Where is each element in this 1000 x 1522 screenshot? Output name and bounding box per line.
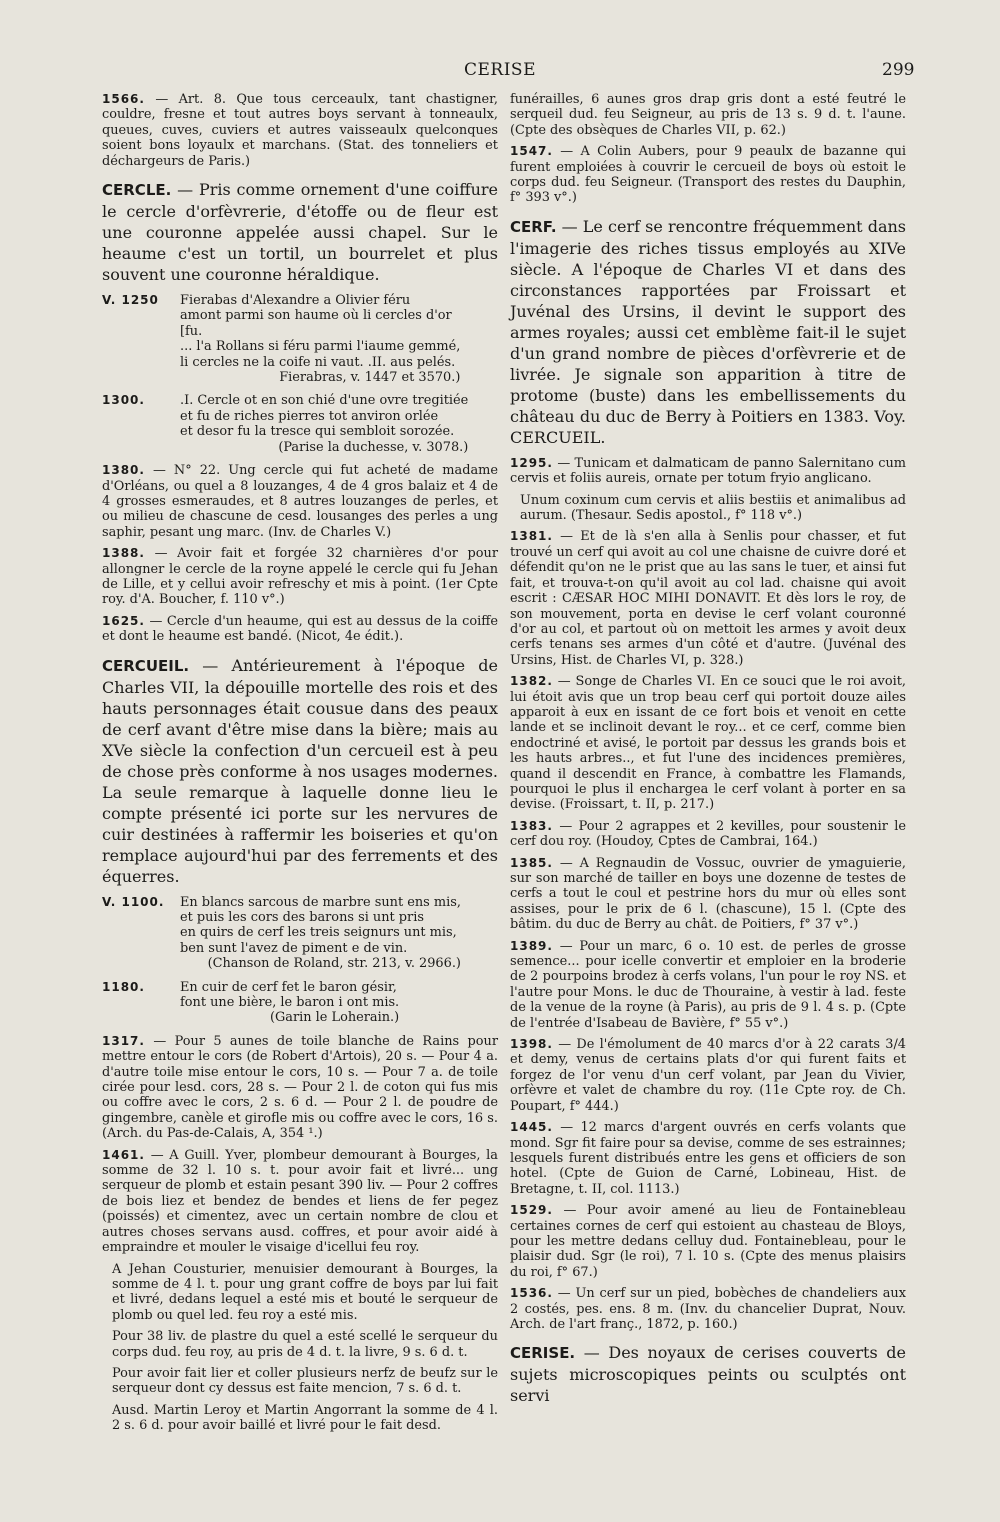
entry-1461-continued: Pour 38 liv. de plastre du quel a esté scellé le serqueur du corps dud. feu roy, au pris de 4 d. t. la livre, 9 s. 6 d. t. [112, 1329, 498, 1360]
verse-body [180, 293, 460, 385]
headword: CERF. [510, 217, 557, 236]
entry-year: 1317. [102, 1033, 145, 1048]
entry-1388 [102, 546, 498, 608]
entry-year: 1388. [102, 546, 145, 561]
headword-text: — Des noyaux de cerises couverts de sujets microscopiques peints ou sculptés ont servi [510, 1343, 906, 1406]
entry-year: 1461. [102, 1147, 145, 1162]
entry-text: — A Guill. Yver, plombeur demourant à Bourges, la somme de 32 l. 10 s. t. pour avoir fait et livré... ung serqueur de plomb et estain pesant 390 liv. — Pour 2 coffres de bois liez et bendez de bendes et liens de fer pegez (poissés) et cimentez, avec un certain nombre de clou et autres choses servans ausd. coffres, et pour avoir aidé à empraindre et mouler le visaige d'icellui feu roy. [102, 1147, 498, 1256]
entry-1317 [102, 1034, 498, 1142]
right-column [510, 92, 906, 1414]
entry-1461-continued: Ausd. Martin Leroy et Martin Angorrant la somme de 4 l. 2 s. 6 d. pour avoir baillé et livré pour le fait desd. [112, 1402, 498, 1434]
entry-text: — Cercle d'un heaume, qui est au dessus de la coiffe et dont le heaume est bandé. (Nicot, 4e édit.). [102, 613, 498, 645]
verse-label: V. 1250 [102, 293, 159, 308]
verse-citation: (Parise la duchesse, v. 3078.) [278, 439, 469, 455]
entry-year: 1536. [510, 1286, 553, 1301]
running-head: CERISE [464, 60, 536, 80]
verse-1100 [102, 895, 498, 972]
entry-year: 1547. [510, 144, 553, 159]
entry-year: 1389. [510, 938, 553, 953]
page-number: 299 [882, 60, 915, 80]
entry-text: — Pour 2 agrappes et 2 kevilles, pour soustenir le cerf dou roy. (Houdoy, Cptes de Cambrai, 164.) [510, 818, 906, 850]
entry-text: — Pour avoir amené au lieu de Fontainebleau certaines cornes de cerf qui estoient au chasteau de Bloys, pour les mettre dedans celluy dud. Fontainebleau, pour le plaisir dud. Sgr (le roi), 7 l. 10 s. (Cpte des menus plaisirs du roi, f° 67.) [510, 1203, 906, 1280]
headword-cercle [102, 179, 498, 285]
verse-text: En blancs sarcous de marbre sunt ens mis, et puis les cors des barons si unt pris en quirs de cerf les treis seignurs unt mis, ben sunt l'avez de piment e de vin. [180, 894, 461, 956]
entry-1385 [510, 856, 906, 933]
entry-year: 1398. [510, 1037, 553, 1052]
entry-1461-continued: Pour avoir fait lier et coller plusieurs nerfz de beufz sur le serqueur dont cy dessus est faite mencion, 7 s. 6 d. t. [112, 1365, 498, 1397]
entry-1461 [102, 1148, 498, 1256]
entry-text: — Songe de Charles VI. En ce souci que le roi avoit, lui étoit avis que un trop beau cerf qui portoit douze ailes apparoit à eux en issant de ce fort bois et venoit en cette lande et se inclinoit devant le roy... et ce cerf, comme bien endoctriné et avisé, le portoit par dessus les grands bois et les hauts arbres.., et fut l'une des incidences premières, quand il descendit en France, à combattre les Flamands, pourquoi le plus il enchargea le cerf volant à porter en sa devise. (Froissart, t. II, p. 217.) [510, 674, 906, 813]
entry-year: 1625. [102, 613, 145, 628]
entry-1566 [102, 92, 498, 169]
entry-year: 1295. [510, 455, 553, 470]
entry-1383 [510, 819, 906, 850]
entry-year: 1382. [510, 674, 553, 689]
entry-year: 1383. [510, 818, 553, 833]
entry-year: 1380. [102, 463, 145, 478]
entry-1536 [510, 1286, 906, 1332]
entry-1461-continued: A Jehan Cousturier, menuisier demourant à Bourges, la somme de 4 l. t. pour ung grant coffre de boys par lui fait et livré, dedans lequel a esté mis et bouté le serqueur de plomb ou quel led. feu roy a esté mis. [112, 1261, 498, 1323]
entry-text: — Pour un marc, 6 o. 10 est. de perles de grosse semence... pour icelle convertir et emploier en la broderie de 2 pourpoins brodez à cerfs volans, l'un pour le roy NS. et l'autre pour Mons. le duc de Thouraine, à vestir à lad. feste de la venue de la royne (à Paris), au pris de 9 l. 4 s. p. (Cpte de l'entrée d'Isabeau de Bavière, f° 55 v°.) [510, 938, 906, 1031]
entry-year: 1381. [510, 529, 553, 544]
entry-text: — 12 marcs d'argent ouvrés en cerfs volants que mond. Sgr fit faire pour sa devise, comme de ses estrainnes; lesquels furent distribués entre les gens et officiers de son hotel. (Cpte de Guion de Carné, Lobineau, Hist. de Bretagne, t. II, col. 1113.) [510, 1120, 906, 1197]
verse-body [180, 980, 399, 1026]
entry-text: — Art. 8. Que tous cerceaulx, tant chastigner, couldre, fresne et tout autres boys servant à tonneaulx, queues, cuves, cuviers et autres vaisseaulx quelconques soient bons loyaulx et marchans. (Stat. des tonneliers et déchargeurs de Paris.) [102, 92, 498, 169]
verse-citation: (Chanson de Roland, str. 213, v. 2966.) [207, 956, 461, 972]
entry-text: — A Colin Aubers, pour 9 peaulx de bazanne qui furent emploiées à couvrir le cercueil de boys où estoit le corps dud. feu Seigneur. (Transport des restes du Dauphin, f° 393 v°.) [510, 144, 906, 206]
headword: CERCUEIL. [102, 656, 190, 675]
entry-continued: funérailles, 6 aunes gros drap gris dont a esté feutré le serqueil dud. feu Seigneur, au pris de 13 s. 9 d. t. l'aune. (Cpte des obsèques de Charles VII, p. 62.) [510, 92, 906, 138]
entry-text: — Un cerf sur un pied, bobèches de chandeliers aux 2 costés, pes. ens. 8 m. (Inv. du chancelier Duprat, Nouv. Arch. de l'art franç., 1872, p. 160.) [510, 1286, 906, 1332]
entry-text: — Avoir fait et forgée 32 charnières d'or pour allongner le cercle de la royne appelé le cercle qui fu Jehan de Lille, et y cellui avoir refreschy et mis à point. (1er Cpte roy. d'A. Boucher, f. 110 v°.) [102, 546, 498, 608]
entry-1529 [510, 1203, 906, 1280]
entry-year: 1529. [510, 1203, 553, 1218]
entry-text: — Et de là s'en alla à Senlis pour chasser, et fut trouvé un cerf qui avoit au col une chaisne de cuivre doré et défendit qu'on ne le prist que au las sans le tuer, et ainsi fut fait, et trouva-t-on qu'il avoit au col lad. chaisne qui avoit escrit : CÆSAR HOC MIHI DONAVIT. Et dès lors le roy, de son mouvement, porta en devise le cerf volant couronné d'or au col, et partout où on mettoit les armes y avoit deux cerfs tenans ses armes d'un côté et d'autre. (Juvénal des Ursins, Hist. de Charles VI, p. 328.) [510, 529, 906, 668]
entry-year: 1566. [102, 92, 145, 106]
verse-1180 [102, 980, 498, 1026]
verse-text: .I. Cercle ot en son chié d'une ovre tregitiée et fu de riches pierres tot anviron orlée et desor fu la tresce qui sembloit sorozée. [180, 393, 469, 440]
entry-1295 [510, 456, 906, 487]
left-column [102, 92, 498, 1440]
entry-year: 1445. [510, 1120, 553, 1135]
headword-cerf [510, 216, 906, 448]
entry-1445 [510, 1120, 906, 1197]
entry-1295-continued: Unum coxinum cum cervis et aliis bestiis et animalibus ad aurum. (Thesaur. Sedis apostol., f° 118 v°.) [520, 492, 906, 524]
entry-1625 [102, 614, 498, 645]
entry-1398 [510, 1037, 906, 1114]
headword-text: — Pris comme ornement d'une coiffure le cercle d'orfèvrerie, d'étoffe ou de fleur est une couronne appelée aussi chapel. Sur le heaume c'est un tortil, un bourrelet et plus souvent une couronne héraldique. [102, 180, 498, 285]
entry-1389 [510, 939, 906, 1031]
headword-text: — Antérieurement à l'époque de Charles VII, la dépouille mortelle des rois et des hauts personnages était cousue dans des peaux de cerf avant d'être mise dans la bière; mais au XVe siècle la confection d'un cercueil est à peu de chose près conforme à nos usages modernes. La seule remarque à laquelle donne lieu le compte présenté ici porte sur les nervures de cuir destinées à raffermir les boiseries et qu'on remplace aujourd'hui par des ferrements et des équerres. [102, 655, 498, 886]
headword: CERCLE. [102, 181, 172, 200]
verse-citation: (Garin le Loherain.) [269, 1010, 400, 1026]
entry-text: — N° 22. Ung cercle qui fut acheté de madame d'Orléans, ou quel a 8 louzanges, 4 de 4 gros balaiz et 4 de 4 grosses esmeraudes, et 8 autres louzanges de perles, et ou milieu de chascune de cesd. lousanges des perles a ung saphir, pesant ung marc. (Inv. de Charles V.) [102, 463, 498, 540]
entry-text: — De l'émolument de 40 marcs d'or à 22 carats 3/4 et demy, venus de certains plats d'or qui furent faits et forgez de l'or venu d'un cerf volant, par Jean du Vivier, orfèvre et valet de chambre du roy. (11e Cpte roy. de Ch. Poupart, f° 444.) [510, 1037, 906, 1114]
headword: CERISE. [510, 1344, 576, 1363]
verse-body [180, 393, 468, 455]
entry-1381 [510, 529, 906, 668]
headword-cercueil [102, 655, 498, 887]
verse-1250 [102, 293, 498, 385]
entry-text: — Tunicam et dalmaticam de panno Salernitano cum cervis et foliis aureis, ornate per totum fryio anglicano. [510, 455, 906, 487]
verse-citation: Fierabras, v. 1447 et 3570.) [279, 370, 461, 386]
verse-label: V. 1100. [102, 894, 165, 909]
entry-year: 1385. [510, 855, 553, 870]
verse-text: Fierabas d'Alexandre a Olivier féru amont parmi son haume où li cercles d'or [fu. ... l'a Rollans si féru parmi l'iaume gemmé, li cercles ne la coife ni vaut. .II. aus pelés. [180, 293, 461, 370]
headword-cerise [510, 1342, 906, 1406]
verse-label: 1180. [102, 979, 145, 994]
verse-label: 1300. [102, 393, 145, 408]
entry-1380 [102, 463, 498, 540]
verse-text: En cuir de cerf fet le baron gésir, font une bière, le baron i ont mis. [180, 979, 400, 1010]
verse-1300 [102, 393, 498, 455]
entry-1382 [510, 674, 906, 813]
entry-1547 [510, 144, 906, 206]
headword-text: — Le cerf se rencontre fréquemment dans l'imagerie des riches tissus employés au XIVe siècle. A l'époque de Charles VI et dans des circonstances rapportées par Froissart et Juvénal des Ursins, il devint le support des armes royales; aussi cet emblème fait-il le sujet d'un grand nombre de pièces d'orfèvrerie et de livrée. Je signale son apparition à titre de protome (buste) dans les embellissements du château du duc de Berry à Poitiers en 1383. Voy. CERCUEIL. [510, 216, 906, 447]
entry-text: — A Regnaudin de Vossuc, ouvrier de ymaguierie, sur son marché de tailler en boys une dozenne de testes de cerfs a tout le coul et pestrine hors du mur où elles sont assises, pour le prix de 6 l. (chascune), 15 l. (Cpte des bâtim. du duc de Berry au chât. de Poitiers, f° 37 v°.) [510, 855, 906, 933]
entry-text: — Pour 5 aunes de toile blanche de Rains pour mettre entour le cors (de Robert d'Artois), 20 s. — Pour 4 a. d'autre toile mise entour le cors, 10 s. — Pour 7 a. de toile cirée pour lesd. cors, 28 s. — Pour 2 l. de coton qui fus mis ou coffre avec le cors, 2 s. 6 d. — Pour 2 l. de poudre de gingembre, canèle et girofle mis ou coffre avec le cors, 16 s. (Arch. du Pas-de-Calais, A, 354 ¹.) [102, 1033, 498, 1142]
verse-body [180, 895, 461, 972]
